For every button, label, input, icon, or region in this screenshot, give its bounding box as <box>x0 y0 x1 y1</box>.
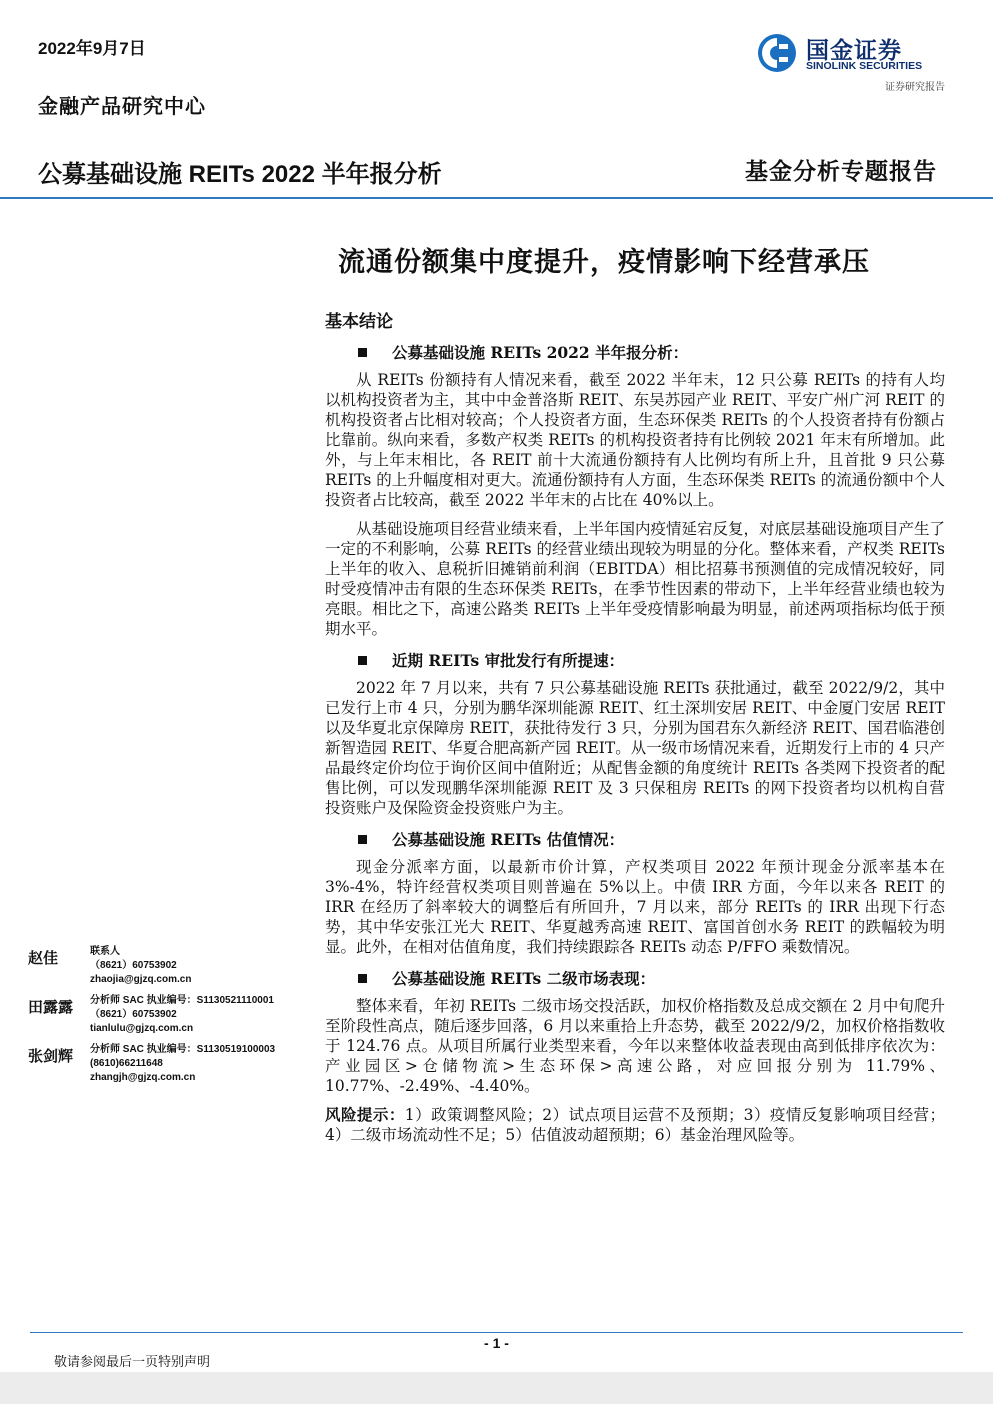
contact-phone: (8610)66211648 <box>90 1058 163 1069</box>
contact-name: 田露露 <box>28 998 74 1016</box>
bullet-heading <box>358 340 945 364</box>
contact-phone: （8621）60753902 <box>90 1009 177 1020</box>
contact-phone: （8621）60753902 <box>90 960 177 971</box>
bullet-heading <box>358 966 945 990</box>
bullet-square-icon <box>358 974 367 983</box>
paragraph: 整体来看，年初 REITs 二级市场交投活跃，加权价格指数及总成交额在 2 月中旬爬升至阶段性高点，随后逐步回落，6 月以来重拾上升态势，截至 2022/9/2，加权价格指数收于 124.76 点。从项目所属行业类型来看，今年以来整体收益表现由高到低排序依次为：产业园区>仓储物流>生态环保>高速公路，对应回报分别为 11.79%、10.77%、-2.49%、-4.40%。 <box>325 997 945 1095</box>
contact-name: 赵佳 <box>28 949 59 967</box>
bullet-heading-text: 公募基础设施 REITs 2022 半年报分析： <box>392 343 689 362</box>
footer-band <box>0 1372 993 1404</box>
risk-text: 1）政策调整风险；2）试点项目运营不及预期；3）疫情反复影响项目经营；4）二级市场流动性不足；5）估值波动超预期；6）基金治理风险等。 <box>325 1106 945 1144</box>
conclusions-body <box>325 340 945 1145</box>
report-kind-label: 证券研究报告 <box>885 82 945 93</box>
bullet-heading-text: 公募基础设施 REITs 二级市场表现： <box>392 969 656 988</box>
analyst-contacts <box>28 945 298 1092</box>
paragraph: 从 REITs 份额持有人情况来看，截至 2022 半年末，12 只公募 REITs 的持有人均以机构投资者为主，其中中金普洛斯 REIT、东吴苏园产业 REIT、平安广州广河 REIT 的机构投资者占比相对较高；个人投资者方面，生态环保类 REITs 的个人投资者持有份额占比靠前。纵向来看，多数产权类 REITs 的机构投资者持有比例较 2021 年末有所增加。此外，与上年末相比，各 REIT 前十大流通份额持有人比例均有所上升，且首批 9 只公募 REITs 的上升幅度相对更大。流通份额持有人方面，生态环保类 REITs 的流通份额中个人投资者占比较高，截至 2022 半年末的占比在 40%以上。 <box>325 371 945 509</box>
logo-chinese-name: 国金证券 <box>806 37 902 63</box>
report-date: 2022年9月7日 <box>38 39 146 58</box>
contact-role: 分析师 SAC 执业编号：S1130519100003 <box>90 1044 276 1055</box>
contact-email[interactable]: zhaojia@gjzq.com.cn <box>90 974 192 985</box>
paragraph: 从基础设施项目经营业绩来看，上半年国内疫情延宕反复，对底层基础设施项目产生了一定的不利影响，公募 REITs 的经营业绩出现较为明显的分化。整体来看，产权类 REITs 上半年的收入、息税折旧摊销前利润（EBITDA）相比招募书预测值的完成情况较好，同时受疫情冲击有限的生态环保类 REITs，在季节性因素的带动下，上半年经营业绩也较为亮眼。相比之下，高速公路类 REITs 上半年受疫情影响最为明显，前述两项指标均低于预期水平。 <box>325 520 946 638</box>
contact-card <box>28 945 298 987</box>
contact-name: 张剑辉 <box>28 1047 74 1065</box>
contact-role: 分析师 SAC 执业编号：S1130521110001 <box>90 995 274 1006</box>
contact-card <box>28 1043 298 1085</box>
section-heading: 基本结论 <box>325 312 393 332</box>
sinolink-logo-icon <box>756 32 798 74</box>
bullet-square-icon <box>358 656 367 665</box>
logo-english-name: SINOLINK SECURITIES <box>806 60 923 72</box>
paragraph: 现金分派率方面，以最新市价计算，产权类项目 2022 年预计现金分派率基本在 3%-4%，特许经营权类项目则普遍在 5%以上。中债 IRR 方面，今年以来各 REIT 的 IRR 在经历了斜率较大的调整后有所回升，7 月以来，部分 REITs 的 IRR 出现下行态势，其中华安张江光大 REIT、华夏越秀高速 REIT、富国首创水务 REIT 的跌幅较为明显。此外，在相对估值角度，我们持续跟踪各 REITs 动态 P/FFO 乘数情况。 <box>325 858 945 956</box>
page-number: - 1 - <box>484 1335 509 1351</box>
disclaimer-note: 敬请参阅最后一页特别声明 <box>54 1355 211 1370</box>
bullet-heading-text: 公募基础设施 REITs 估值情况： <box>392 830 625 849</box>
report-main-title: 公募基础设施 REITs 2022 半年报分析 <box>38 161 442 188</box>
contact-email[interactable]: tianlulu@gjzq.com.cn <box>90 1023 194 1034</box>
bullet-heading-text: 近期 REITs 审批发行有所提速： <box>392 651 625 670</box>
header-divider <box>0 197 993 199</box>
department-name: 金融产品研究中心 <box>38 94 206 118</box>
bullet-square-icon <box>358 835 367 844</box>
company-logo <box>756 30 946 76</box>
report-headline: 流通份额集中度提升，疫情影响下经营承压 <box>338 247 870 278</box>
contact-email[interactable]: zhangjh@gjzq.com.cn <box>90 1072 196 1083</box>
bullet-square-icon <box>358 348 367 357</box>
report-series-title: 基金分析专题报告 <box>745 158 937 185</box>
contact-role: 联系人 <box>90 946 120 957</box>
paragraph: 2022 年 7 月以来，共有 7 只公募基础设施 REITs 获批通过，截至 2022/9/2，其中已发行上市 4 只，分别为鹏华深圳能源 REIT、红土深圳安居 REIT、中金厦门安居 REIT 以及华夏北京保障房 REIT，获批待发行 3 只，分别为国君东久新经济 REIT、国君临港创新智造园 REIT、华夏合肥高新产园 REIT。从一级市场情况来看，近期发行上市的 4 只产品最终定价均位于询价区间中值附近；从配售金额的角度统计 REITs 各类网下投资者的配售比例，可以发现鹏华深圳能源 REIT 及 3 只保租房 REITs 的网下投资者均以机构自营投资账户及保险资金投资账户为主。 <box>325 679 945 817</box>
bullet-heading <box>358 648 945 672</box>
risk-warning <box>325 1105 945 1145</box>
risk-label: 风险提示： <box>325 1105 405 1124</box>
contact-card <box>28 994 298 1036</box>
bullet-heading <box>358 827 945 851</box>
footer-divider <box>30 1332 963 1333</box>
